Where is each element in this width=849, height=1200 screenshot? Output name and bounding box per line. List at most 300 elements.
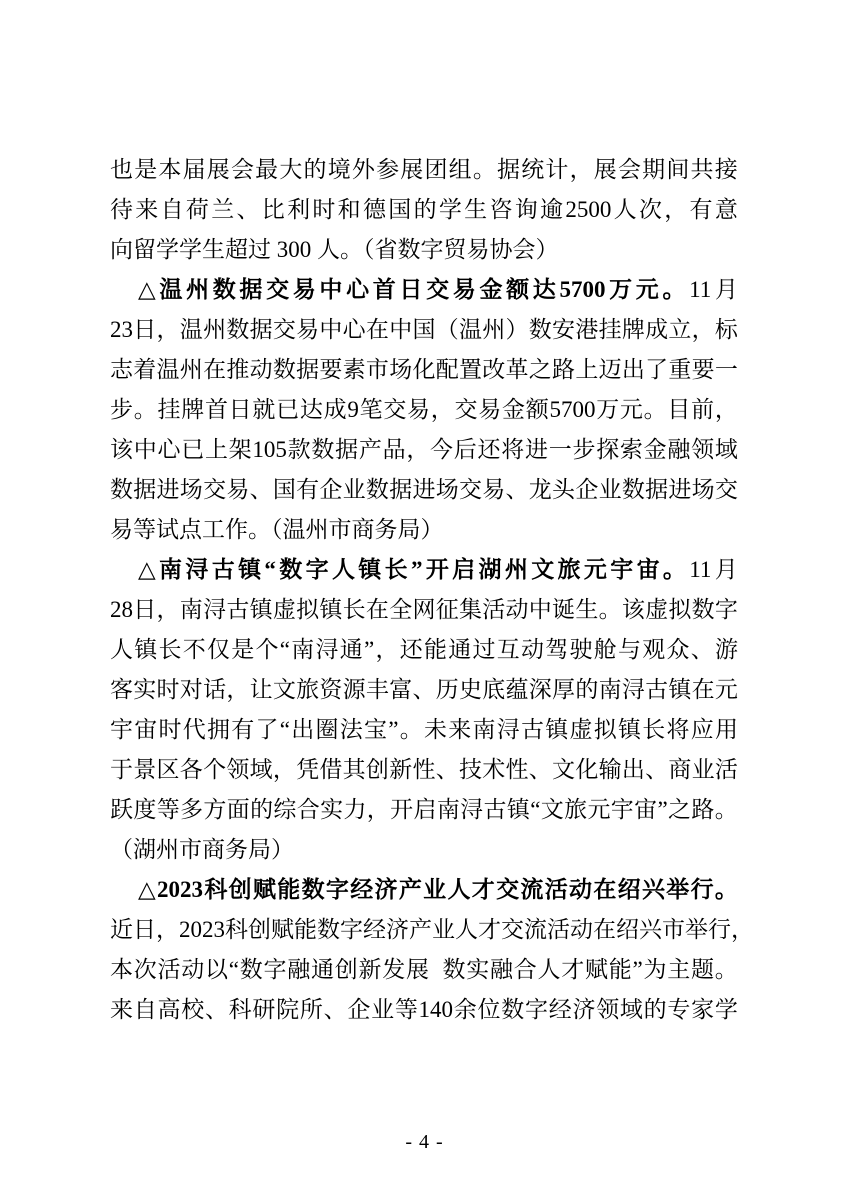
text-line [110, 470, 738, 510]
body-text: 市 [662, 917, 685, 942]
body-text: 力 [343, 797, 367, 822]
body-text: ， [156, 597, 180, 622]
body-text: 拟 [668, 597, 692, 622]
body-text: 最 [255, 157, 279, 182]
body-text: 生 [575, 597, 599, 622]
body-text: 让 [249, 677, 273, 702]
body-text: ， [226, 677, 250, 702]
body-text: 方 [203, 797, 227, 822]
body-text: 本 [158, 157, 182, 182]
body-text: 资 [319, 677, 343, 702]
body-text: 古 [226, 597, 250, 622]
heading-text: 温 [159, 277, 183, 302]
body-text: 将 [501, 437, 525, 462]
body-text: 观 [642, 637, 666, 662]
body-text: 日 [133, 597, 157, 622]
body-text: 宙 [134, 717, 158, 742]
body-text: 待 [110, 197, 133, 222]
heading-text: 宇 [610, 557, 634, 582]
heading-text: 易 [292, 277, 316, 302]
body-text: 应 [690, 717, 714, 742]
text-line [110, 590, 738, 630]
body-text: 询 [514, 197, 538, 222]
body-text: 共 [690, 157, 714, 182]
body-text: 大 [279, 157, 303, 182]
body-text: 数 [691, 597, 715, 622]
body-text: 温 [179, 317, 203, 342]
body-text: 业 [432, 917, 455, 942]
text-line [110, 390, 738, 430]
body-text: 市 [365, 357, 389, 382]
body-text: 兰 [211, 197, 235, 222]
body-text: 绍 [616, 917, 639, 942]
body-text: 、 [505, 477, 529, 502]
body-text: 业 [342, 477, 366, 502]
body-text: 据 [133, 477, 157, 502]
heading-text: 镇 [238, 557, 262, 582]
body-text: 领 [596, 997, 620, 1022]
body-text: 实 [320, 797, 344, 822]
body-text: 交 [203, 477, 227, 502]
heading-text: 心 [346, 277, 370, 302]
heading-text: 活 [544, 877, 568, 902]
text-line [110, 670, 738, 710]
body-text: 合 [513, 957, 537, 982]
body-text: 家 [691, 997, 715, 1022]
body-text: 。 [472, 157, 496, 182]
body-text: 生 [464, 197, 488, 222]
paragraph-wenzhou-data-exchange [110, 270, 738, 550]
body-text: 会 [230, 157, 254, 182]
body-text: 能 [423, 637, 447, 662]
body-text: 网 [412, 597, 436, 622]
body-text: 已 [276, 397, 300, 422]
body-text: 底 [482, 677, 506, 702]
body-text: 院 [276, 997, 300, 1022]
heading-text: ” [410, 557, 423, 582]
body-text: 专 [667, 997, 691, 1022]
body-text: 出 [621, 757, 645, 782]
body-text: 浔 [460, 797, 484, 822]
body-text: 代 [182, 717, 206, 742]
body-text: 域 [619, 997, 643, 1022]
body-text: 创 [248, 917, 271, 942]
body-text: 安 [552, 317, 576, 342]
paragraph-nanxun-metaverse [110, 550, 738, 870]
body-text: 赋 [271, 917, 294, 942]
heading-text: 数 [301, 877, 325, 902]
body-text: 会 [617, 157, 641, 182]
body-text: 过 [472, 637, 496, 662]
body-text: ” [632, 957, 643, 982]
body-text: 其 [342, 757, 366, 782]
body-text: 路 [552, 357, 576, 382]
heading-text: 人 [447, 877, 471, 902]
text-line [110, 270, 738, 310]
body-text: 成 [323, 397, 347, 422]
body-text: 达 [299, 397, 323, 422]
body-text: ， [430, 397, 454, 422]
heading-text: 州 [186, 277, 210, 302]
body-text: 就 [252, 397, 276, 422]
body-text: 一 [714, 357, 738, 382]
body-text: （湖州市商务局） [110, 837, 294, 862]
body-text: 万 [596, 397, 620, 422]
body-text: （ [435, 317, 459, 342]
body-text: 借 [319, 757, 343, 782]
body-text: 路 [691, 797, 715, 822]
body-text: 化 [412, 357, 436, 382]
body-text: 能 [294, 917, 317, 942]
body-text: 届 [182, 157, 206, 182]
text-line [110, 910, 754, 950]
body-text: 业 [691, 757, 715, 782]
body-text: 史 [458, 677, 482, 702]
body-text: 数 [621, 477, 645, 502]
body-text: 出 [291, 717, 315, 742]
body-text: 研 [252, 997, 276, 1022]
text-line [110, 870, 738, 910]
body-text: 日 [133, 917, 156, 942]
body-text: 等 [394, 997, 418, 1022]
body-text: 该 [110, 437, 133, 462]
body-text: ， [272, 757, 296, 782]
body-text: 数 [272, 357, 296, 382]
body-text: 互 [496, 637, 520, 662]
body-text: 镇 [506, 797, 530, 822]
body-text: 南 [436, 797, 460, 822]
body-text: 易 [296, 317, 320, 342]
body-text: 域 [249, 757, 273, 782]
body-text: 团 [424, 157, 448, 182]
heading-text: 金 [479, 277, 503, 302]
body-text: 。 [643, 397, 667, 422]
body-text: 动 [181, 957, 205, 982]
body-text: 集 [458, 597, 482, 622]
body-text: 长 [642, 717, 666, 742]
body-text: 探 [596, 437, 620, 462]
body-text: 有 [231, 717, 255, 742]
heading-text: 字 [305, 557, 329, 582]
body-text: 。 [399, 717, 423, 742]
text-line [110, 750, 738, 790]
body-text: 11 [689, 557, 712, 582]
body-text: 浔 [315, 637, 339, 662]
body-text: 的 [413, 197, 437, 222]
body-text: 金 [501, 397, 525, 422]
body-text: 余 [453, 997, 477, 1022]
body-text: 该 [621, 597, 645, 622]
body-text: 在 [365, 317, 389, 342]
body-text: 场 [691, 477, 715, 502]
body-text: 数 [226, 317, 250, 342]
body-text: 等 [156, 797, 180, 822]
heading-text: 经 [350, 877, 374, 902]
body-text: 、 [249, 477, 273, 502]
body-text: 综 [273, 797, 297, 822]
body-text: 索 [619, 437, 643, 462]
body-text: 南 [179, 597, 203, 622]
body-text: 境 [327, 157, 351, 182]
heading-text: 5700 [559, 277, 606, 302]
body-text: 利 [287, 197, 311, 222]
body-text: 镇 [249, 597, 273, 622]
body-text: 镇 [319, 597, 343, 622]
body-text: 国 [388, 197, 412, 222]
body-text: 要 [319, 357, 343, 382]
body-text: 众 [666, 637, 690, 662]
body-text: 逾 [540, 197, 564, 222]
body-text: 日 [133, 317, 157, 342]
body-text: 征 [435, 597, 459, 622]
body-text: ， [406, 437, 430, 462]
body-text: 产 [409, 917, 432, 942]
body-text: 首 [204, 397, 228, 422]
body-text: 改 [482, 357, 506, 382]
heading-text: “ [264, 557, 276, 582]
body-text: 字 [524, 997, 548, 1022]
heading-text: △ [138, 877, 156, 902]
body-text: 场 [179, 477, 203, 502]
body-text: 交 [383, 397, 407, 422]
body-text: 通 [448, 637, 472, 662]
body-text: 镇 [134, 637, 158, 662]
body-text: 、 [204, 997, 228, 1022]
body-text: 旅 [564, 797, 588, 822]
body-text: 输 [598, 757, 622, 782]
heading-text: 举 [666, 877, 690, 902]
heading-text: 浔 [185, 557, 209, 582]
body-text: 展 [400, 157, 424, 182]
body-text: 镇 [668, 677, 692, 702]
body-text: 各 [179, 757, 203, 782]
body-text: 度 [133, 797, 157, 822]
heading-text: 宙 [636, 557, 660, 582]
heading-text: 元 [635, 277, 659, 302]
body-text: 济 [386, 917, 409, 942]
body-text: 易等试点工作。（温州市商务局） [110, 517, 444, 542]
body-text: 向留学学生超过 300 人。（省数字贸易协会） [110, 237, 559, 262]
body-text: 性 [505, 757, 529, 782]
body-text: 28 [110, 597, 133, 622]
heading-text: 。 [662, 557, 686, 582]
heading-text: 据 [239, 277, 263, 302]
body-text: 架 [228, 437, 252, 462]
body-text: 易 [482, 477, 506, 502]
body-text: 、 [435, 757, 459, 782]
page-number: - 4 - [405, 1131, 444, 1153]
body-text: 所 [299, 997, 323, 1022]
body-text: 、 [690, 637, 714, 662]
body-text: 今 [430, 437, 454, 462]
body-text: 额 [525, 397, 549, 422]
body-text: 自 [160, 197, 184, 222]
heading-text: 能 [277, 877, 301, 902]
body-text: 外 [351, 157, 375, 182]
body-text: 数 [365, 477, 389, 502]
body-text: 也 [110, 157, 133, 182]
body-text: 多 [180, 797, 204, 822]
body-text: 融 [667, 437, 691, 462]
body-text: 游 [714, 637, 738, 662]
body-text: 计 [545, 157, 569, 182]
text-line [110, 990, 738, 1030]
body-text: 富 [389, 677, 413, 702]
body-text: 龙 [528, 477, 552, 502]
body-text: 进 [156, 477, 180, 502]
body-text: 据 [389, 477, 413, 502]
body-text: 实 [133, 677, 157, 702]
body-text: 11 [689, 277, 712, 302]
body-text: 在 [203, 357, 227, 382]
heading-text: 古 [211, 557, 235, 582]
body-text: 州 [203, 317, 227, 342]
body-text: 经 [363, 917, 386, 942]
text-line [110, 510, 738, 550]
body-text: 据 [296, 357, 320, 382]
body-text: 易 [226, 477, 250, 502]
body-text: ” [363, 637, 375, 662]
body-text: 数 [311, 437, 335, 462]
heading-text: 达 [532, 277, 556, 302]
body-text: 赋 [584, 957, 608, 982]
body-text: 虚 [569, 717, 593, 742]
body-text: 间 [666, 157, 690, 182]
body-text: 宇 [610, 797, 634, 822]
body-text: 展 [405, 957, 429, 982]
body-text: 挂 [598, 317, 622, 342]
body-text: 不 [182, 637, 206, 662]
text-line [110, 630, 738, 670]
body-text: 荷 [185, 197, 209, 222]
heading-text: 镇 [358, 557, 382, 582]
body-text: 发 [382, 957, 406, 982]
body-text: 全 [389, 597, 413, 622]
body-text: 动 [570, 917, 593, 942]
body-text: 还 [399, 637, 423, 662]
body-text: 人 [110, 637, 133, 662]
heading-text: 。 [662, 277, 686, 302]
body-text: 据 [249, 317, 273, 342]
body-text: 。 [714, 957, 738, 982]
body-text: 时 [156, 677, 180, 702]
body-text: 浔 [496, 717, 520, 742]
body-text: 组 [448, 157, 472, 182]
body-text: 校 [181, 997, 205, 1022]
heading-text: 文 [531, 557, 555, 582]
body-text: 个 [255, 637, 279, 662]
text-line [110, 790, 738, 830]
body-text: 实 [466, 957, 490, 982]
body-text: 用 [714, 717, 738, 742]
heading-text: 中 [319, 277, 343, 302]
body-text [430, 950, 442, 990]
body-text: 人 [613, 197, 637, 222]
body-text: 法 [339, 717, 363, 742]
heading-text: 在 [593, 877, 617, 902]
body-text: 革 [505, 357, 529, 382]
body-text: 企 [575, 477, 599, 502]
body-text: 以 [205, 957, 228, 982]
body-text: 出 [621, 357, 645, 382]
body-text: “ [279, 637, 290, 662]
body-text: 题 [690, 957, 714, 982]
body-text: 上 [575, 357, 599, 382]
body-text: 宇 [110, 717, 133, 742]
text-line [110, 310, 738, 350]
body-text: 笔 [359, 397, 383, 422]
heading-text: 交 [426, 277, 450, 302]
body-text: 字 [714, 597, 738, 622]
body-text: 领 [691, 437, 715, 462]
text-line [110, 230, 738, 270]
body-text: 据 [335, 437, 359, 462]
heading-text: 济 [374, 877, 398, 902]
body-text: 成 [645, 317, 669, 342]
body-text: 拟 [296, 597, 320, 622]
body-text: 南 [291, 637, 315, 662]
body-text: 、 [528, 757, 552, 782]
body-text: 统 [521, 157, 545, 182]
body-text: 化 [575, 757, 599, 782]
body-text: 蕴 [505, 677, 529, 702]
body-text: 源 [342, 677, 366, 702]
body-text: 仅 [207, 637, 230, 662]
body-text: 还 [477, 437, 501, 462]
document-body [110, 150, 754, 1030]
body-text: 未 [423, 717, 447, 742]
heading-text: 交 [266, 277, 290, 302]
heading-text: 旅 [557, 557, 581, 582]
body-text: 步 [110, 397, 133, 422]
body-text: 技 [458, 757, 482, 782]
body-text: 次 [133, 957, 157, 982]
body-text: 舱 [593, 637, 617, 662]
body-text: 迈 [598, 357, 622, 382]
text-line [110, 190, 738, 230]
body-text: 牌 [621, 317, 645, 342]
paragraph-shaoxing-talent-event [110, 870, 754, 1030]
body-text: 文 [272, 677, 296, 702]
body-text: 数 [239, 957, 263, 982]
text-line [110, 950, 738, 990]
body-text: 企 [319, 477, 343, 502]
body-text: 了 [255, 717, 279, 742]
body-text: 的 [575, 677, 599, 702]
body-text: 据 [645, 477, 669, 502]
body-text: 有 [689, 197, 713, 222]
heading-text: 动 [569, 877, 593, 902]
body-text: 23 [110, 317, 133, 342]
body-text: ” [657, 797, 668, 822]
body-text: 丰 [365, 677, 389, 702]
body-text: 元 [619, 397, 643, 422]
heading-text: 易 [452, 277, 476, 302]
body-text: 开 [390, 797, 414, 822]
body-text: 创 [365, 757, 389, 782]
body-text: 面 [226, 797, 250, 822]
body-text: 、 [412, 677, 436, 702]
heading-text: 字 [325, 877, 349, 902]
body-text: 月 [714, 277, 738, 302]
body-text: “ [228, 957, 239, 982]
body-text: “ [279, 717, 290, 742]
body-text: 。 [714, 797, 738, 822]
body-text: 已 [181, 437, 205, 462]
body-text: 为 [643, 957, 667, 982]
body-text: 动 [505, 597, 529, 622]
body-text: 人 [455, 917, 478, 942]
